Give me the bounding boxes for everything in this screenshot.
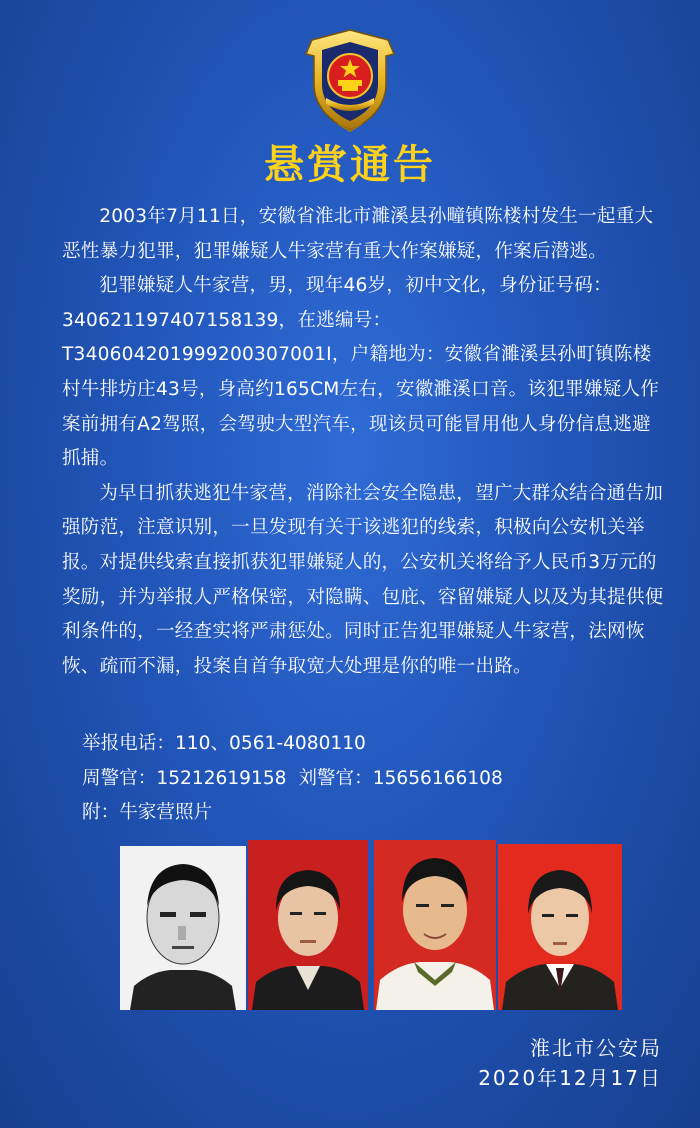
hotline-text: 举报电话：110、0561-4080110 [82, 733, 366, 754]
suspect-photo-4 [498, 844, 622, 1010]
suspect-photo-3 [374, 840, 496, 1010]
paragraph-suspect-info: 犯罪嫌疑人牛家营，男，现年46岁，初中文化，身份证号码：340621197407158139，在逃编号：T340604201999200307001I，户籍地为：安徽省濉溪县孙町镇陈楼村牛排坊庄43号，身高约165CM左右，安徽濉溪口音。该犯罪嫌疑人作案前拥有A2驾照，会驾驶大型汽车，现该员可能冒用他人身份信息逃避抓捕。 [62, 275, 660, 470]
suspect-photo-2 [248, 840, 368, 1010]
suspect-photos [120, 840, 627, 1010]
issue-date: 2020年12月17日 [478, 1066, 662, 1090]
paragraph-reward: 为早日抓获逃犯牛家营，消除社会安全隐患，望广大群众结合通告加强防范，注意识别，一旦发现有关于该逃犯的线索，积极向公安机关举报。对提供线索直接抓获犯罪嫌疑人的，公安机关将给予人民币3万元的奖励，并为举报人严格保密，对隐瞒、包庇、容留嫌疑人以及为其提供便利条件的，一经查实将严肃惩处。同时正告犯罪嫌疑人牛家营，法网恢恢、疏而不漏，投案自首争取宽大处理是你的唯一出路。 [62, 482, 664, 677]
signature-block [478, 1033, 662, 1093]
suspect-photo-1 [120, 846, 246, 1010]
attachment-label: 附：牛家营照片 [82, 802, 213, 824]
issuer-name: 淮北市公安局 [530, 1036, 662, 1060]
page-title: 悬赏通告 [264, 142, 436, 188]
contact-section [82, 727, 503, 831]
officers-text: 周警官：15212619158 刘警官：15656166108 [82, 767, 503, 789]
police-emblem-icon [296, 26, 404, 134]
paragraph-incident: 2003年7月11日，安徽省淮北市濉溪县孙疃镇陈楼村发生一起重大恶性暴力犯罪，犯罪嫌疑人牛家营有重大作案嫌疑，作案后潜逃。 [62, 206, 654, 262]
notice-body [62, 200, 668, 684]
